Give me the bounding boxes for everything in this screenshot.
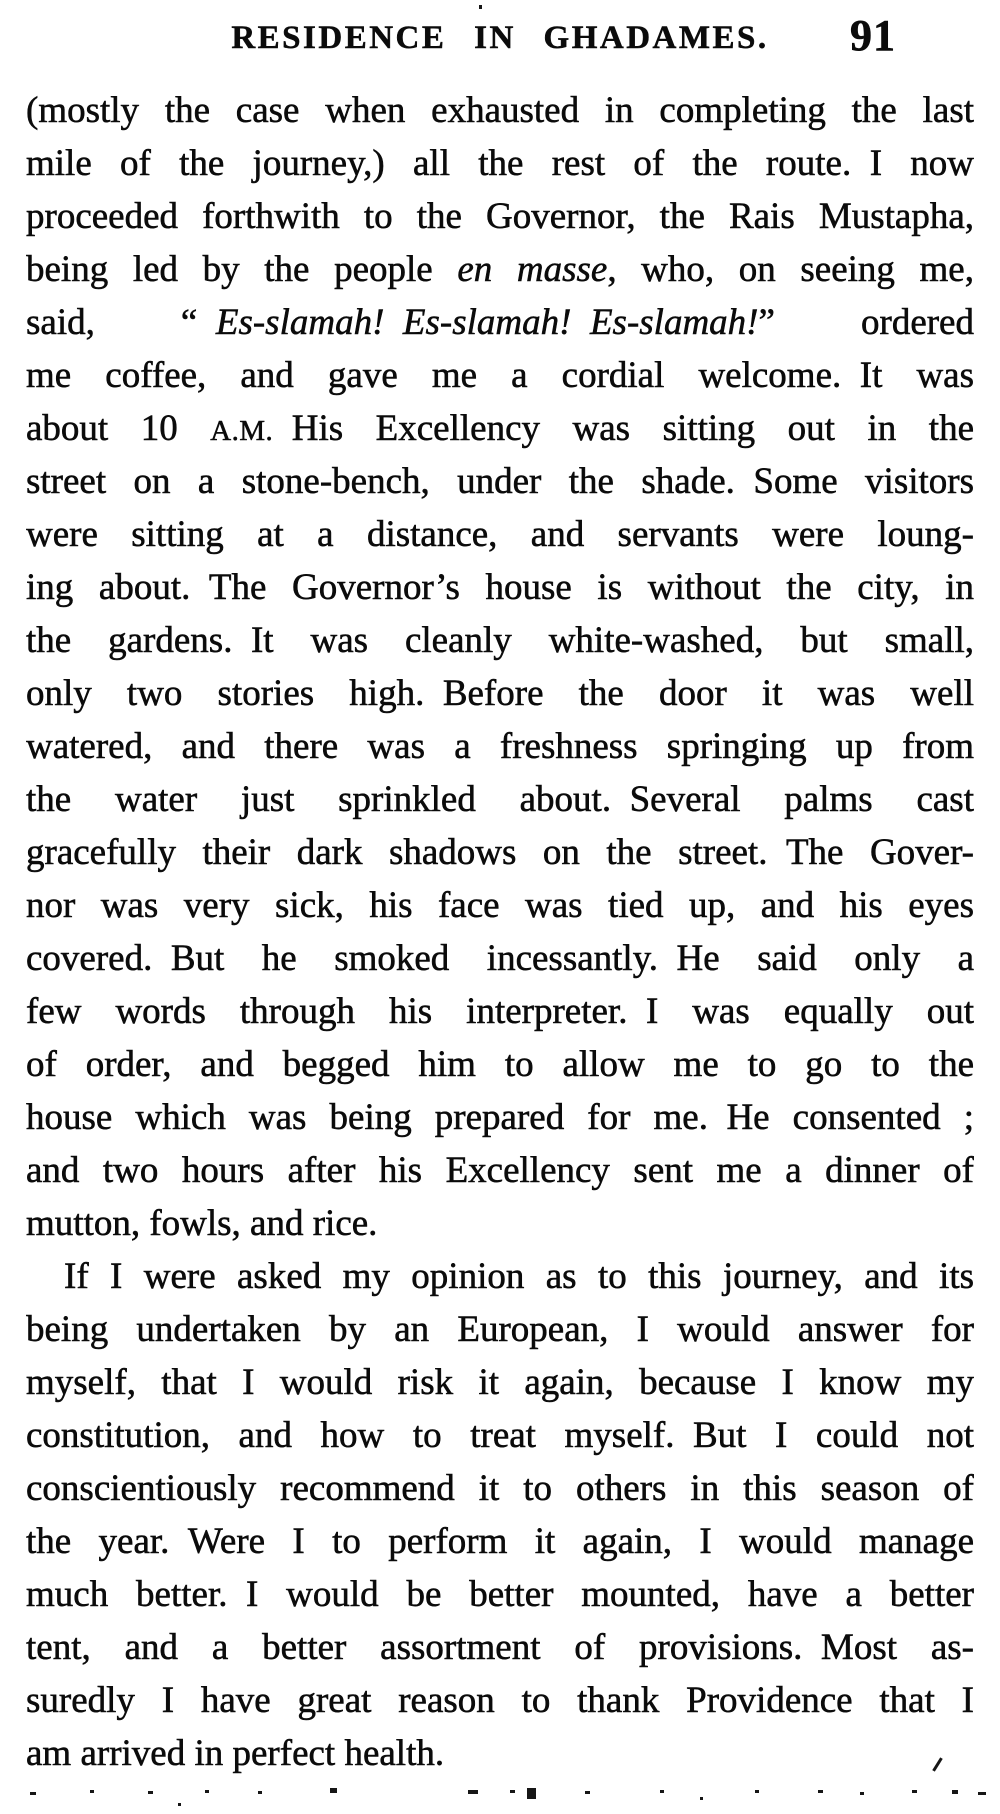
scan-speck: [860, 1792, 864, 1795]
page-number: 91: [850, 11, 896, 60]
text-line: [26, 349, 974, 402]
scan-speck: [330, 1788, 337, 1793]
scan-speck: [527, 1788, 536, 1799]
text-segment: am arrived in perfect health.: [26, 1733, 445, 1774]
text-line: [26, 667, 974, 720]
text-line: [26, 1674, 974, 1727]
scan-speck: [510, 1790, 515, 1793]
text-segment: constitution, and how to treat myself. But I could not: [26, 1415, 974, 1456]
text-line: [26, 1515, 974, 1568]
scan-speck: [479, 5, 482, 9]
scan-speck: [660, 1790, 664, 1793]
text-line: [26, 1144, 974, 1197]
scan-speck: [178, 1803, 181, 1806]
text-segment: , who, on seeing me,: [607, 249, 974, 290]
text-line: [26, 1303, 974, 1356]
text-segment: being led by the people: [26, 249, 458, 290]
text-line: [26, 561, 974, 614]
text-line: [26, 508, 974, 561]
text-segment: ing about. The Governor’s house is without the city, in: [26, 567, 974, 608]
text-segment: the water just sprinkled about. Several palms cast: [26, 779, 974, 820]
text-segment: gracefully their dark shadows on the street. The Gover-: [26, 832, 974, 873]
scan-speck: [258, 1791, 262, 1794]
scan-speck: [912, 1790, 917, 1793]
text-line: [26, 879, 974, 932]
text-segment: few words through his interpreter. I was equally out: [26, 991, 974, 1032]
text-line: [26, 84, 974, 137]
scan-speck: [30, 1792, 36, 1795]
text-segment: His Excellency was sitting out in the: [273, 408, 974, 449]
text-line: [26, 1621, 974, 1674]
text-line: [26, 1462, 974, 1515]
text-line: [26, 985, 974, 1038]
text-segment: the year. Were I to perform it again, I would manage: [26, 1521, 974, 1562]
text-line: [26, 1197, 974, 1250]
scan-speck: [978, 1792, 986, 1795]
text-segment: about 10: [26, 408, 211, 449]
text-line: [26, 614, 974, 667]
scan-speck: [755, 1790, 759, 1793]
scan-speck: [952, 1790, 958, 1794]
text-segment: ” ordered: [758, 302, 974, 343]
scan-speck: [700, 1797, 703, 1800]
text-line: [26, 1727, 974, 1780]
text-segment: much better. I would be better mounted, have a better: [26, 1574, 974, 1615]
text-line: [26, 1409, 974, 1462]
scan-speck: [818, 1790, 823, 1793]
text-line: [26, 720, 974, 773]
text-line: [26, 402, 974, 455]
text-line: [26, 1250, 974, 1303]
text-segment: A.M.: [210, 415, 274, 447]
text-segment: en masse: [457, 249, 608, 290]
scan-speck: [148, 1791, 153, 1794]
text-segment: suredly I have great reason to thank Providence that I: [26, 1680, 974, 1721]
text-segment: me coffee, and gave me a cordial welcome. It was: [26, 355, 974, 396]
text-line: [26, 1568, 974, 1621]
text-line: [26, 190, 974, 243]
text-line: [26, 455, 974, 508]
text-line: [26, 932, 974, 985]
text-segment: and two hours after his Excellency sent me a dinner of: [26, 1150, 974, 1191]
text-segment: the gardens. It was cleanly white-washed, but small,: [26, 620, 974, 661]
text-segment: street on a stone-bench, under the shade. Some visitors: [26, 461, 974, 502]
text-segment: mutton, fowls, and rice.: [26, 1203, 378, 1244]
scan-speck: [205, 1790, 209, 1793]
text-segment: (mostly the case when exhausted in completing the last: [26, 90, 974, 131]
text-line: [26, 773, 974, 826]
scan-speck: [90, 1790, 94, 1793]
text-line: [26, 1091, 974, 1144]
running-head: RESIDENCE IN GHADAMES.: [231, 20, 769, 56]
text-line: [26, 296, 974, 349]
text-line: [26, 1038, 974, 1091]
text-segment: only two stories high. Before the door it was well: [26, 673, 974, 714]
text-line: [26, 137, 974, 190]
text-segment: If I were asked my opinion as to this journey, and its: [64, 1256, 974, 1297]
text-segment: Es-slamah! Es-slamah! Es-slamah!: [215, 302, 759, 343]
text-segment: covered. But he smoked incessantly. He said only a: [26, 938, 974, 979]
text-segment: myself, that I would risk it again, because I know my: [26, 1362, 974, 1403]
text-line: [26, 243, 974, 296]
text-segment: conscientiously recommend it to others in this season of: [26, 1468, 974, 1509]
text-segment: were sitting at a distance, and servants were loung-: [26, 514, 974, 555]
text-segment: house which was being prepared for me. He consented ;: [26, 1097, 974, 1138]
text-segment: mile of the journey,) all the rest of the route. I now: [26, 143, 974, 184]
text-segment: watered, and there was a freshness springing up from: [26, 726, 974, 767]
page-text: [26, 84, 974, 1780]
text-segment: of order, and begged him to allow me to go to the: [26, 1044, 974, 1085]
text-line: [26, 1356, 974, 1409]
text-segment: proceeded forthwith to the Governor, the Rais Mustapha,: [26, 196, 974, 237]
text-segment: said, “: [26, 302, 216, 343]
scan-speck: [468, 1790, 478, 1794]
text-segment: tent, and a better assortment of provisions. Most as-: [26, 1627, 974, 1668]
text-segment: being undertaken by an European, I would answer for: [26, 1309, 974, 1350]
text-line: [26, 826, 974, 879]
scan-speck: [585, 1791, 590, 1794]
text-segment: nor was very sick, his face was tied up, and his eyes: [26, 885, 974, 926]
